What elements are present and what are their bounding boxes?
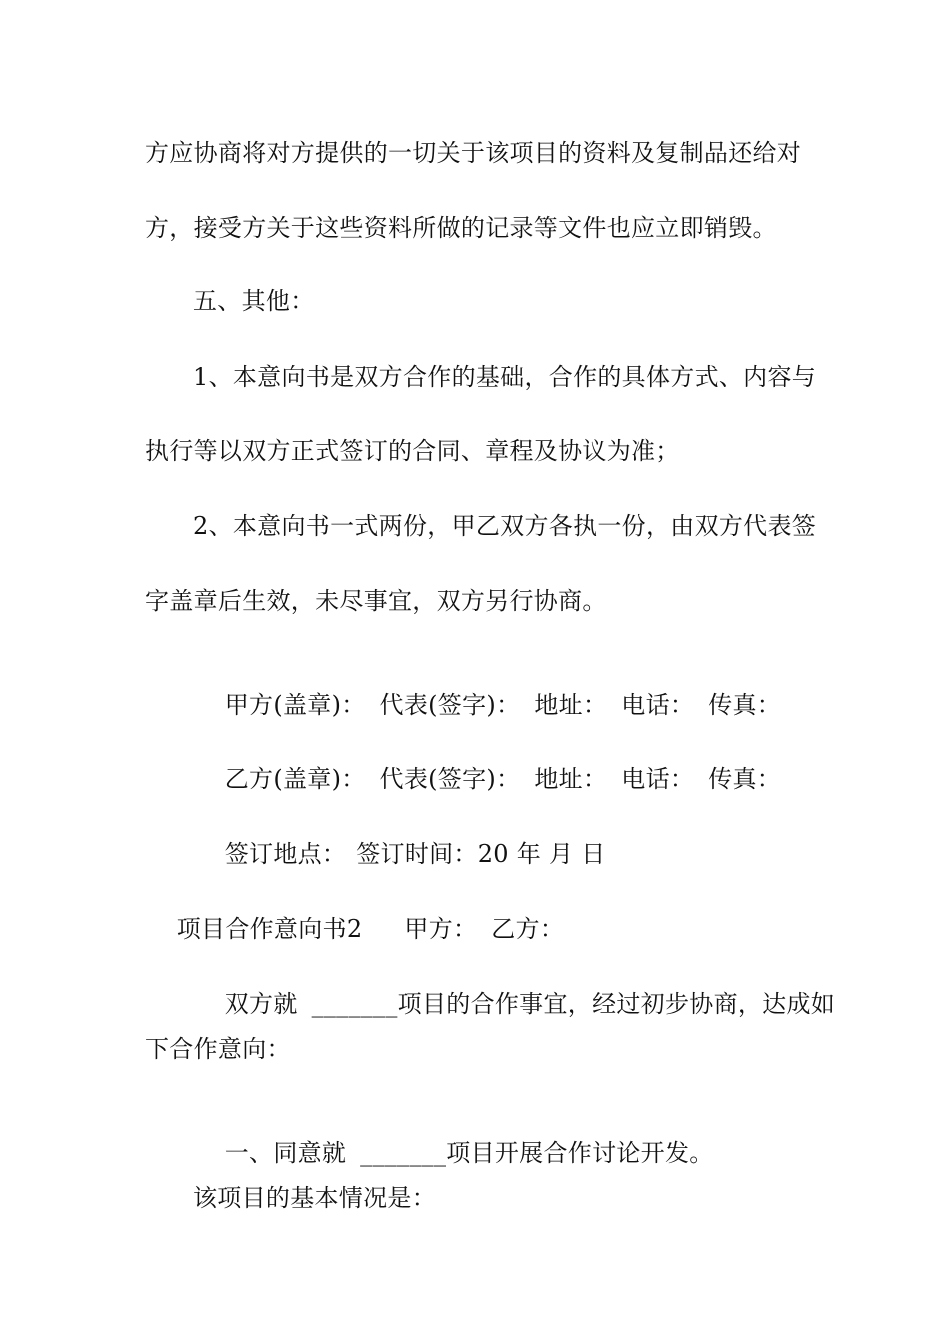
party-b-fax-label: 传真： <box>708 765 782 793</box>
intro-suffix: 项目的合作事宜，经过初步协商，达成如 <box>397 990 836 1018</box>
party-b-seal-label: 乙方(盖章)： <box>224 765 366 793</box>
intro-prefix: 双方就 <box>224 990 306 1018</box>
party-b-address-label: 地址： <box>534 765 608 793</box>
signing-place-label: 签订地点： <box>224 840 347 868</box>
heading-party-b-label: 乙方： <box>491 915 565 943</box>
paragraph-line: 方，接受方关于这些资料所做的记录等文件也应立即销毁。 <box>145 214 777 242</box>
paragraph-line: 该项目的基本情况是： <box>193 1184 436 1212</box>
item-1-project-blank: _______ <box>360 1139 447 1167</box>
party-a-rep-label: 代表(签字)： <box>379 691 521 719</box>
party-b-rep-label: 代表(签字)： <box>379 765 521 793</box>
heading-party-a-label: 甲方： <box>404 915 478 943</box>
project-name-blank: _______ <box>311 990 398 1018</box>
document-title-2: 项目合作意向书2 <box>176 915 363 943</box>
paragraph-line: 执行等以双方正式签订的合同、章程及协议为准； <box>145 437 680 465</box>
party-a-fax-label: 传真： <box>708 691 782 719</box>
section-heading: 五、其他： <box>193 287 315 315</box>
paragraph-line: 1、本意向书是双方合作的基础，合作的具体方式、内容与 <box>193 363 817 391</box>
paragraph-line: 字盖章后生效，未尽事宜，双方另行协商。 <box>145 587 607 615</box>
party-a-phone-label: 电话： <box>621 691 695 719</box>
item-1-suffix: 项目开展合作讨论开发。 <box>446 1139 714 1167</box>
party-a-address-label: 地址： <box>534 691 608 719</box>
paragraph-line: 方应协商将对方提供的一切关于该项目的资料及复制品还给对 <box>145 139 802 167</box>
signing-time-label: 签订时间：20 年 月 日 <box>356 840 606 868</box>
party-b-phone-label: 电话： <box>621 765 695 793</box>
party-a-seal-label: 甲方(盖章)： <box>224 691 366 719</box>
item-1-prefix: 一、同意就 <box>224 1139 355 1167</box>
paragraph-line: 下合作意向： <box>145 1035 291 1063</box>
paragraph-line: 2、本意向书一式两份，甲乙双方各执一份，由双方代表签 <box>193 512 817 540</box>
